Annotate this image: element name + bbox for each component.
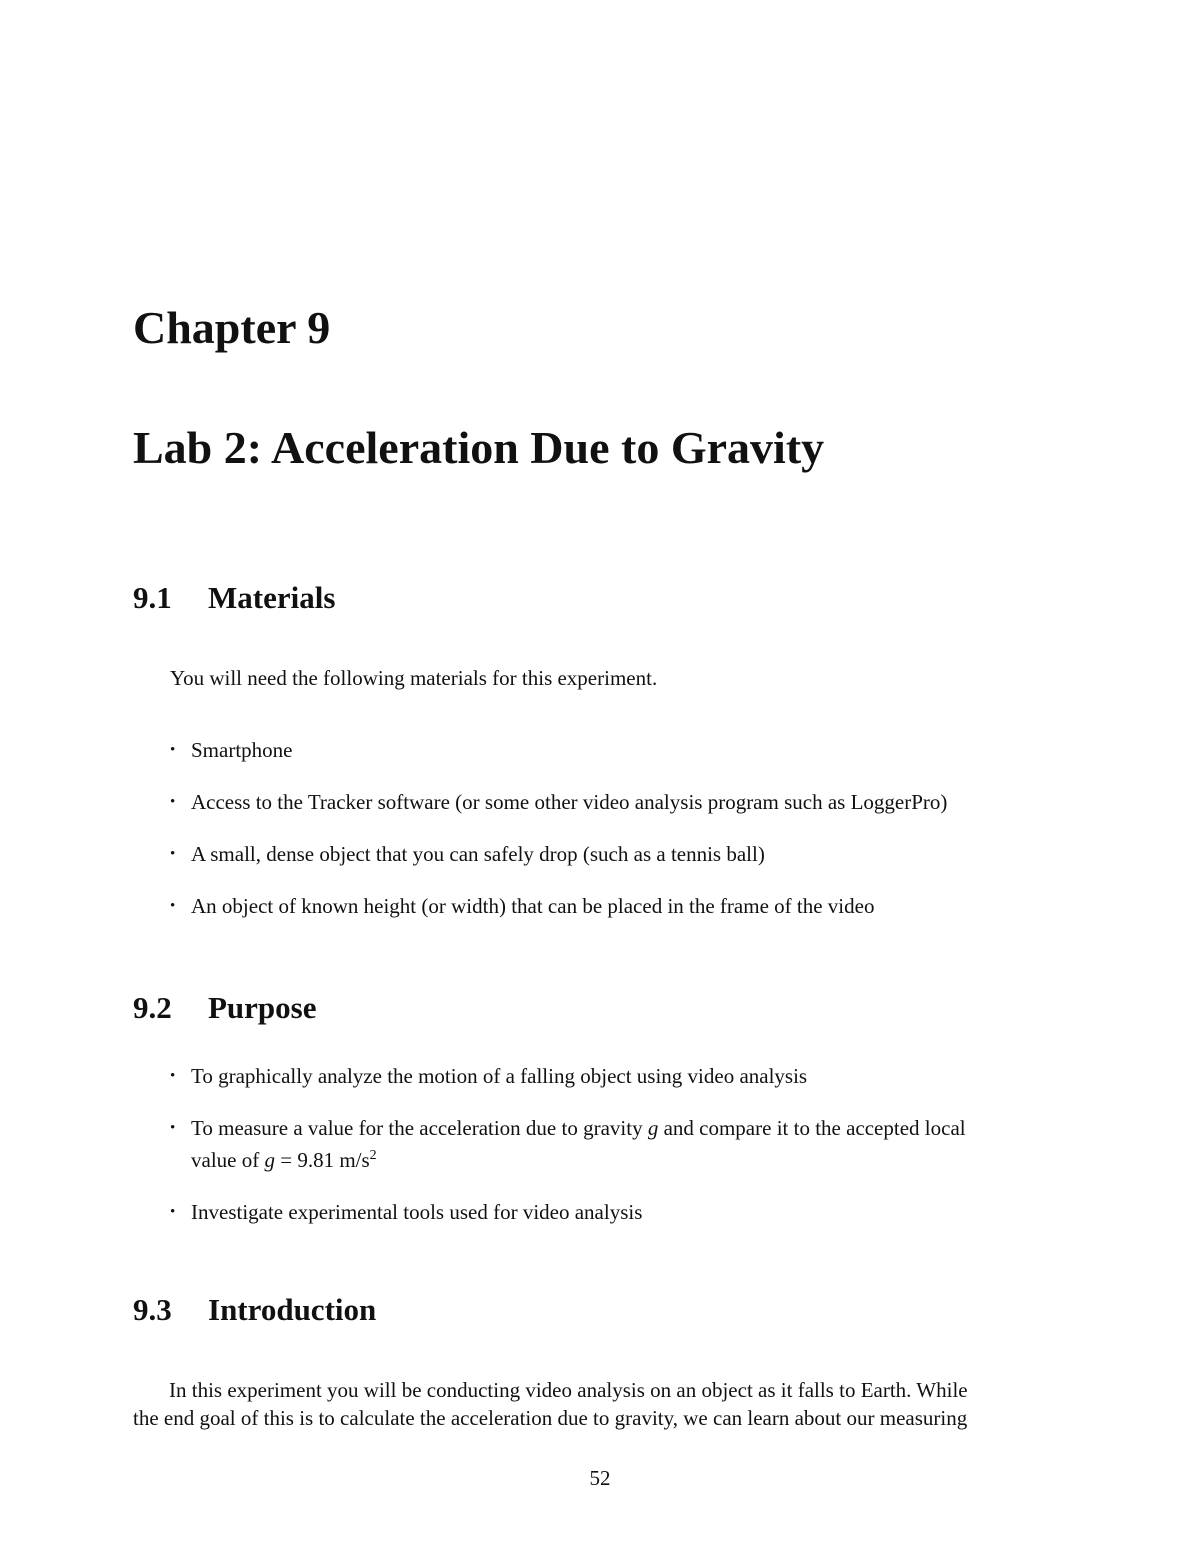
chapter-label: Chapter 9 (133, 302, 331, 353)
list-item (170, 1198, 966, 1226)
list-item-text: An object of known height (or width) that can be placed in the frame of the video (191, 894, 875, 918)
bullet-dot: • (170, 742, 176, 758)
section-title: Introduction (208, 1292, 377, 1327)
section-title: Materials (208, 580, 336, 615)
section-heading-introduction (133, 1290, 376, 1330)
text-run: = 9.81 m/s (274, 1148, 370, 1172)
text-run: To measure a value for the acceleration due to gravity (191, 1116, 648, 1140)
section-number: 9.1 (133, 580, 172, 615)
introduction-paragraph (133, 1376, 1073, 1432)
bullet-dot: • (170, 1068, 176, 1084)
section-number: 9.2 (133, 990, 172, 1025)
list-item (170, 1062, 966, 1090)
section-number: 9.3 (133, 1292, 172, 1327)
bullet-dot: • (170, 846, 176, 862)
section-title: Purpose (208, 990, 317, 1025)
list-item-text: Investigate experimental tools used for video analysis (191, 1200, 643, 1224)
list-item (170, 736, 947, 764)
list-item-text: To graphically analyze the motion of a falling object using video analysis (191, 1064, 808, 1088)
math-variable-g: g (264, 1148, 275, 1172)
list-item (170, 1114, 966, 1174)
section-heading-materials (133, 578, 335, 618)
list-item (170, 788, 947, 816)
exponent: 2 (369, 1148, 377, 1163)
list-item-text: Smartphone (191, 738, 293, 762)
bullet-dot: • (170, 1204, 176, 1220)
bullet-dot: • (170, 898, 176, 914)
materials-list (170, 736, 947, 920)
text-run: and compare it to the accepted local (658, 1116, 966, 1140)
list-item-text-line2 (191, 1148, 377, 1172)
paragraph-line: the end goal of this is to calculate the acceleration due to gravity, we can learn about our measuring (133, 1406, 968, 1430)
list-item (170, 840, 947, 868)
bullet-dot: • (170, 794, 176, 810)
bullet-dot: • (170, 1120, 176, 1136)
list-item-text-line1 (191, 1116, 966, 1140)
list-item-text: A small, dense object that you can safely drop (such as a tennis ball) (191, 842, 765, 866)
paragraph-line: In this experiment you will be conducting video analysis on an object as it falls to Earth. While (169, 1378, 968, 1402)
materials-intro: You will need the following materials for this experiment. (170, 666, 658, 690)
list-item-text: Access to the Tracker software (or some other video analysis program such as LoggerPro) (191, 790, 948, 814)
purpose-list (170, 1062, 966, 1226)
list-item (170, 892, 947, 920)
text-run: value of (191, 1148, 265, 1172)
section-heading-purpose (133, 988, 317, 1028)
math-variable-g: g (647, 1116, 659, 1140)
chapter-title: Lab 2: Acceleration Due to Gravity (133, 422, 825, 473)
page-number: 52 (589, 1466, 611, 1490)
